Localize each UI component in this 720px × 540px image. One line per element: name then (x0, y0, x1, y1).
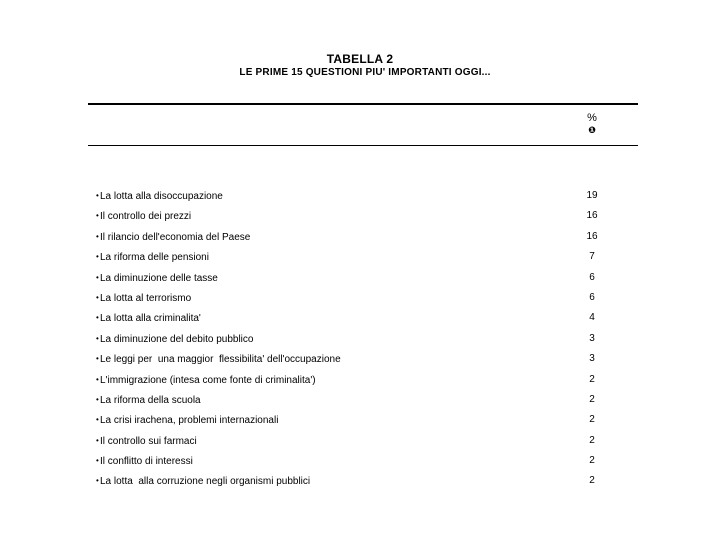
table-row (96, 352, 636, 372)
row-label: La lotta alla corruzione negli organismi pubblici (100, 476, 311, 488)
row-value: 16 (586, 210, 598, 222)
table-row (96, 209, 636, 229)
row-value: 7 (589, 251, 595, 263)
row-value: 19 (586, 190, 598, 201)
table-row (96, 373, 636, 393)
row-value: 2 (589, 455, 595, 467)
issues-list (96, 189, 636, 495)
table-row (96, 291, 636, 311)
table-row (96, 332, 636, 352)
row-label: Il rilancio dell'economia del Paese (100, 231, 251, 243)
row-value: 6 (589, 271, 595, 283)
row-label: La riforma della scuola (100, 394, 201, 406)
table-row (96, 250, 636, 270)
row-label: La diminuzione del debito pubblico (100, 333, 254, 345)
row-label: Il controllo sui farmaci (100, 435, 197, 447)
row-value: 4 (589, 312, 595, 324)
row-value: 3 (589, 332, 595, 344)
table-row (96, 474, 636, 494)
row-label: Il controllo dei prezzi (100, 211, 192, 223)
row-label: Il conflitto di interessi (100, 456, 193, 468)
row-label: La diminuzione delle tasse (100, 272, 218, 284)
bullet-icon: • (96, 333, 99, 343)
bullet-icon: • (96, 313, 99, 323)
bullet-icon: • (96, 394, 99, 404)
row-value: 6 (589, 291, 595, 303)
row-label: La lotta al terrorismo (100, 292, 192, 304)
footnote-mark-icon: ❶ (588, 125, 596, 135)
row-value: 2 (589, 434, 595, 446)
row-value: 3 (589, 353, 595, 365)
row-label: L'immigrazione (intesa come fonte di criminalita') (100, 374, 316, 386)
row-label: La crisi irachena, problemi internazionali (100, 415, 279, 427)
table-row (96, 311, 636, 331)
table-row (96, 413, 636, 433)
table-row (96, 189, 636, 209)
table-title: TABELLA 2 (326, 52, 394, 66)
bullet-icon: • (96, 374, 99, 384)
row-value: 2 (589, 475, 595, 487)
table-row (96, 271, 636, 291)
bullet-icon: • (96, 435, 99, 445)
table-row (96, 230, 636, 250)
percent-column-header (580, 112, 604, 136)
percent-unit-label: % (587, 112, 597, 124)
bullet-icon: • (96, 456, 99, 466)
row-value: 16 (586, 230, 598, 242)
row-value: 2 (589, 414, 595, 426)
table-row (96, 454, 636, 474)
table-subtitle: LE PRIME 15 QUESTIONI PIU' IMPORTANTI OGGI... (239, 67, 491, 78)
table-row (96, 393, 636, 413)
row-value: 2 (589, 393, 595, 405)
row-label: La lotta alla disoccupazione (100, 191, 223, 202)
bullet-icon: • (96, 476, 99, 486)
row-label: La riforma delle pensioni (100, 252, 209, 264)
row-label: Le leggi per una maggior flessibilita' dell'occupazione (100, 354, 341, 366)
row-value: 2 (589, 373, 595, 385)
top-rule (88, 103, 638, 105)
row-label: La lotta alla criminalita' (100, 313, 201, 325)
bullet-icon: • (96, 231, 99, 241)
header-rule (88, 145, 638, 146)
bullet-icon: • (96, 354, 99, 364)
bullet-icon: • (96, 191, 99, 200)
bullet-icon: • (96, 252, 99, 262)
bullet-icon: • (96, 211, 99, 221)
bullet-icon: • (96, 292, 99, 302)
bullet-icon: • (96, 415, 99, 425)
table-row (96, 434, 636, 454)
bullet-icon: • (96, 272, 99, 282)
